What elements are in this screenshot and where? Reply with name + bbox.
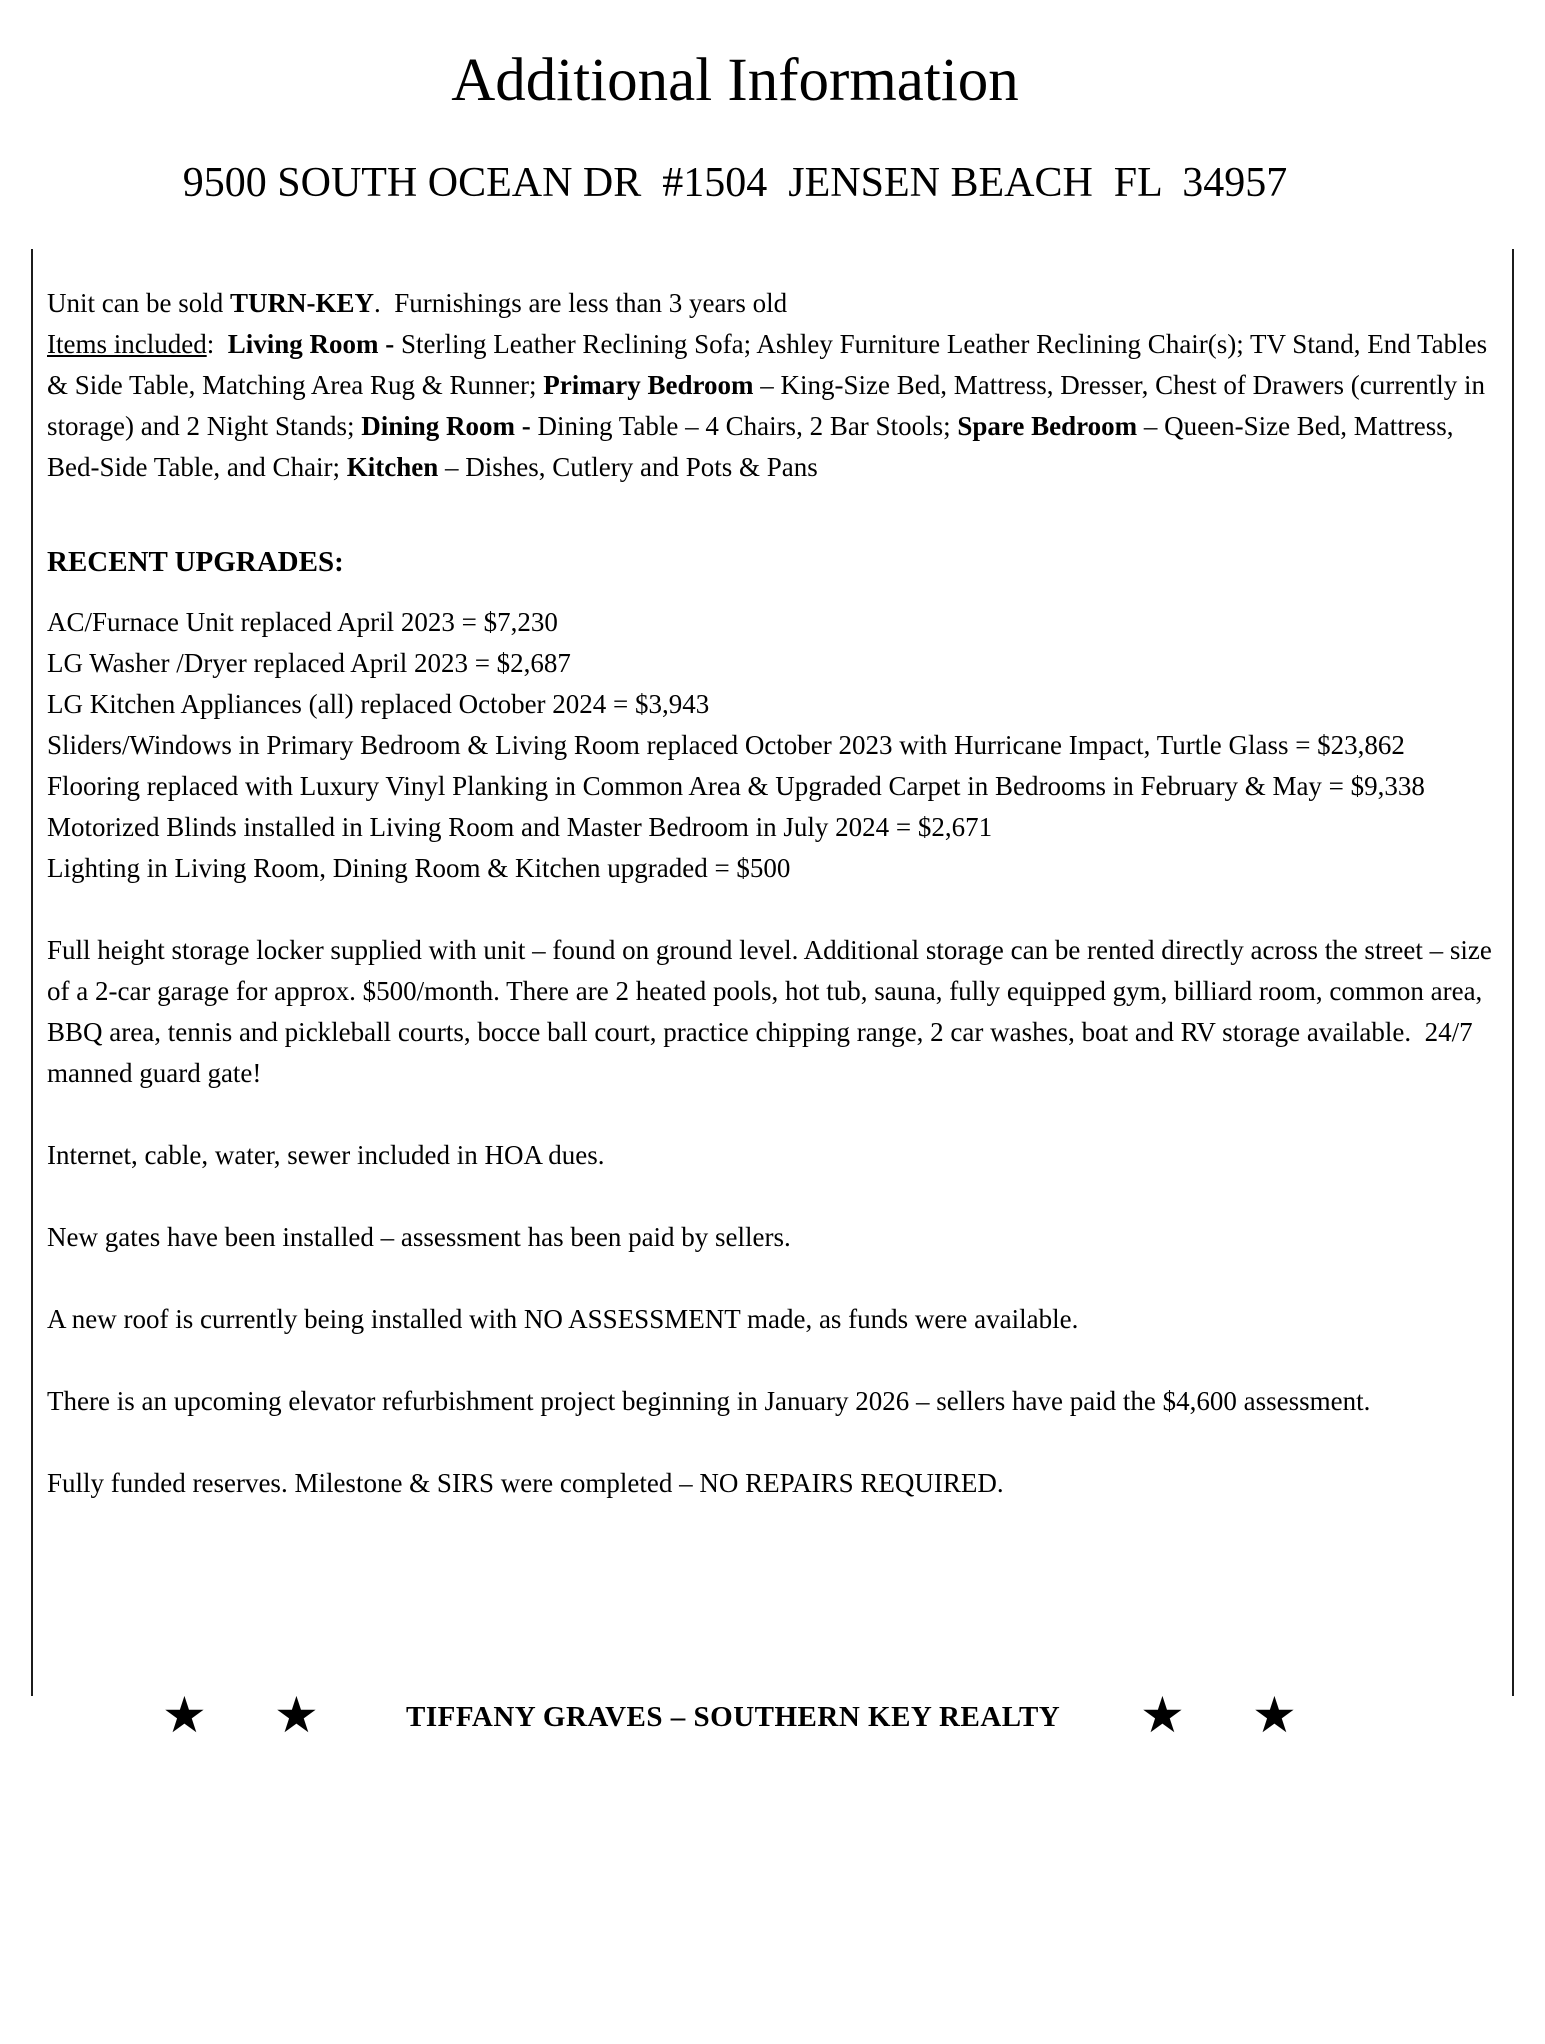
reserves-paragraph: Fully funded reserves. Milestone & SIRS were completed – NO REPAIRS REQUIRED. [47, 1468, 1004, 1498]
upgrade-item-blinds: Motorized Blinds installed in Living Room and Master Bedroom in July 2024 = $2,671 [47, 812, 993, 842]
recent-upgrades-heading: RECENT UPGRADES: [47, 546, 344, 578]
star-icon: ★ [1252, 1687, 1297, 1743]
upgrades-list [47, 602, 1500, 889]
upgrade-item-kitchen-appliances: LG Kitchen Appliances (all) replaced October 2024 = $3,943 [47, 689, 710, 719]
gates-paragraph: New gates have been installed – assessment has been paid by sellers. [47, 1222, 791, 1252]
storage-amenities-paragraph: Full height storage locker supplied with unit – found on ground level. Additional storage can be rented directly across the street – size of a 2-car garage for approx. $500/month. There are 2 heated pools, hot tub, sauna, fully equipped gym, billiard room, common area, BBQ area, tennis and pickleball courts, bocce ball court, practice chipping range, 2 car washes, boat and RV storage available. 24/7 manned guard gate! [47, 935, 1499, 1088]
star-icon: ★ [162, 1687, 207, 1743]
upgrade-item-lighting: Lighting in Living Room, Dining Room & Kitchen upgraded = $500 [47, 853, 791, 883]
document-header [0, 44, 1470, 208]
elevator-paragraph: There is an upcoming elevator refurbishment project beginning in January 2026 – sellers have paid the $4,600 assessment. [47, 1386, 1371, 1416]
upgrade-item-flooring: Flooring replaced with Luxury Vinyl Planking in Common Area & Upgraded Carpet in Bedrooms in February & May = $9,338 [47, 771, 1425, 801]
upgrade-item-washer: LG Washer /Dryer replaced April 2023 = $2,687 [47, 648, 571, 678]
info-textbox [31, 249, 1514, 1696]
roof-paragraph: A new roof is currently being installed with NO ASSESSMENT made, as funds were available. [47, 1304, 1079, 1334]
page-title: Additional Information [451, 47, 1019, 114]
turnkey-paragraph: Unit can be sold TURN-KEY. Furnishings are less than 3 years old [47, 288, 788, 318]
document-page [0, 44, 1545, 1757]
upgrade-item-sliders-windows: Sliders/Windows in Primary Bedroom & Living Room replaced October 2023 with Hurricane Impact, Turtle Glass = $23,862 [47, 730, 1405, 760]
star-icon: ★ [1140, 1687, 1185, 1743]
upgrade-item-ac: AC/Furnace Unit replaced April 2023 = $7,230 [47, 607, 558, 637]
items-included-paragraph: Items included: Living Room - Sterling Leather Reclining Sofa; Ashley Furniture Leather Reclining Chair(s); TV Stand, End Tables & Side Table, Matching Area Rug & Runner; Primary Bedroom – King-Size Bed, Mattress, Dresser, Chest of Drawers (currently in storage) and 2 Night Stands; Dining Room - Dining Table – 4 Chairs, 2 Bar Stools; Spare Bedroom – Queen-Size Bed, Mattress, Bed-Side Table, and Chair; Kitchen – Dishes, Cutlery and Pots & Pans [47, 329, 1494, 482]
hoa-dues-paragraph: Internet, cable, water, sewer included in HOA dues. [47, 1140, 605, 1170]
agent-name: TIFFANY GRAVES – SOUTHERN KEY REALTY [406, 1701, 1061, 1733]
property-address: 9500 SOUTH OCEAN DR #1504 JENSEN BEACH FL 34957 [182, 160, 1288, 206]
star-icon: ★ [274, 1687, 319, 1743]
footer [0, 1687, 1545, 1757]
